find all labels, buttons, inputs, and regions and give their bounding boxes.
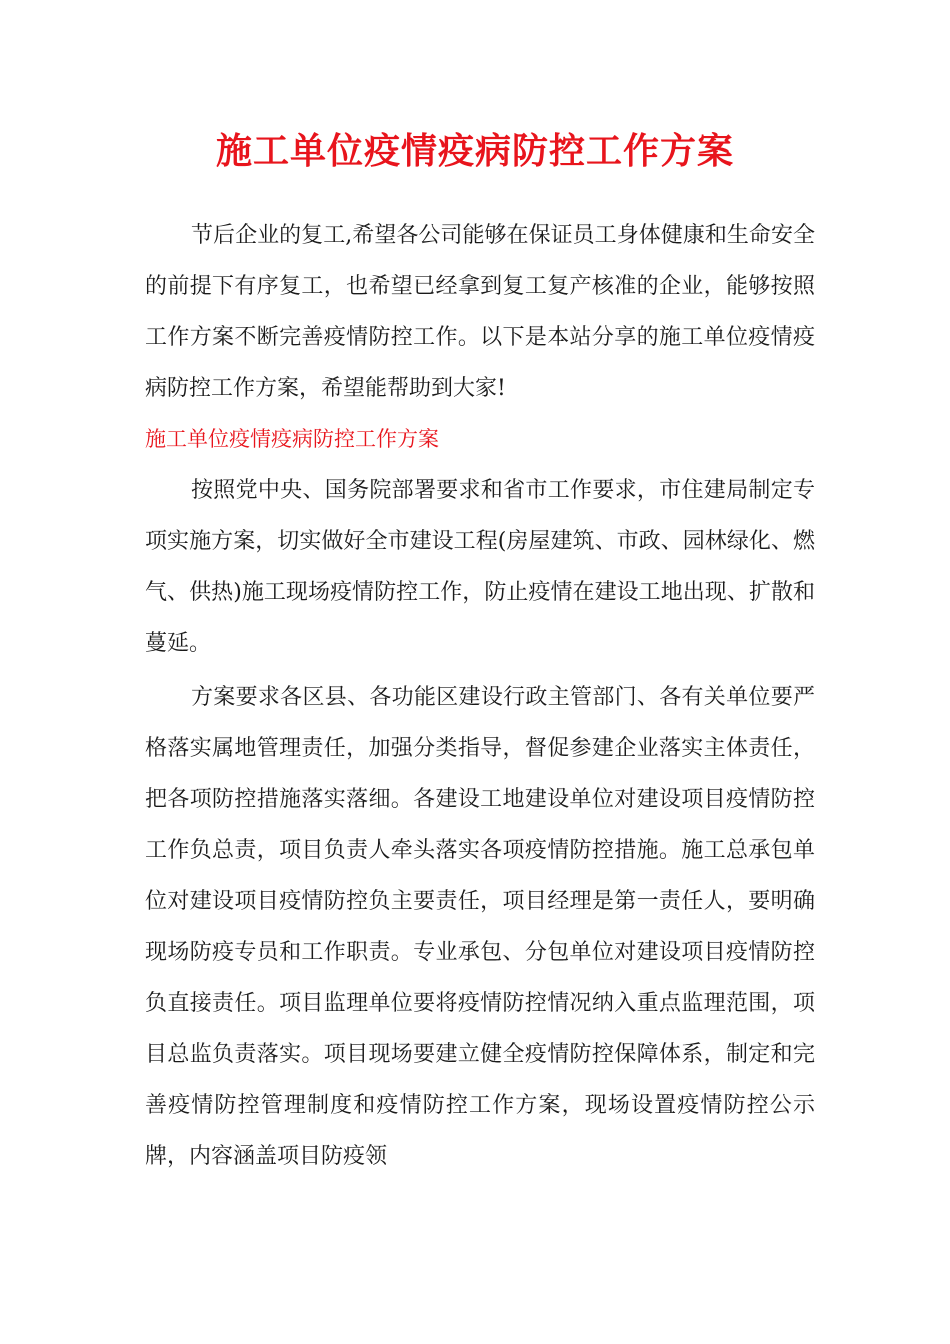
body-paragraph: 方案要求各区县、各功能区建设行政主管部门、各有关单位要严格落实属地管理责任，加强分类指导，督促参建企业落实主体责任，把各项防控措施落实落细。各建设工地建设单位对建设项目疫情防控工作负总责，项目负责人牵头落实各项疫情防控措施。施工总承包单位对建设项目疫情防控负主要责任，项目经理是第一责任人，要明确现场防疫专员和工作职责。专业承包、分包单位对建设项目疫情防控负直接责任。项目监理单位要将疫情防控情况纳入重点监理范围，项目总监负责落实。项目现场要建立健全疫情防控保障体系，制定和完善疫情防控管理制度和疫情防控工作方案，现场设置疫情防控公示牌，内容涵盖项目防疫领 [145,685,815,1169]
document-title: 施工单位疫情疫病防控工作方案 [215,131,734,173]
section-heading: 施工单位疫情疫病防控工作方案 [145,427,439,451]
document-body [145,210,815,1182]
intro-paragraph: 节后企业的复工,希望各公司能够在保证员工身体健康和生命安全的前提下有序复工，也希望已经拿到复工复产核准的企业，能够按照工作方案不断完善疫情防控工作。以下是本站分享的施工单位疫情疫病防控工作方案，希望能帮助到大家! [145,223,815,401]
body-paragraph: 按照党中央、国务院部署要求和省市工作要求，市住建局制定专项实施方案，切实做好全市建设工程(房屋建筑、市政、园林绿化、燃气、供热)施工现场疫情防控工作，防止疫情在建设工地出现、扩散和蔓延。 [145,478,815,656]
